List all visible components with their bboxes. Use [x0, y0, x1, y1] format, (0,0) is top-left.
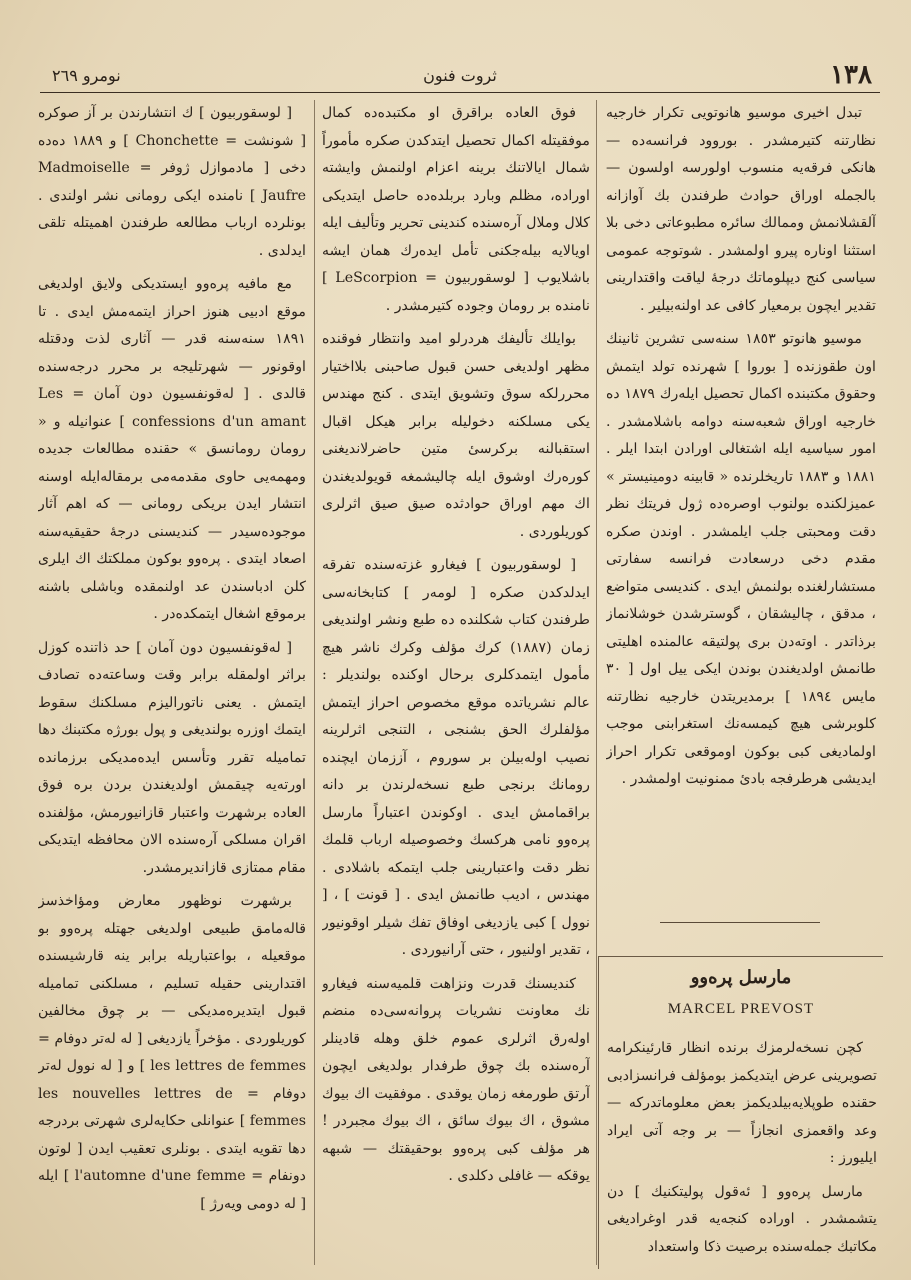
right-column	[606, 100, 876, 900]
right-paragraph-1: تبدل اخیری موسیو هانوتویی تکرار خارجیه نظارتنه کتیرمشدر . بوروود فرانسه‌ده — هانکی فرقه‌یه منسوب اولورسه اولسون — بالجمله اوراق حوادث طرفندن بك آوازانه آلقشلانمش وممالك سائره مطبوعاتی دخی بلا استثنا اوناره پیرو اولمشدر . شوتوجه عمومی سیاسی کنج دیپلوماتك درجهٔ لیاقت واقتدارینی تقدیر ایچون برمعیار کافی عد اولنه‌بیلیر .	[606, 105, 876, 314]
middle-paragraph-1: فوق العاده براقرق او مکتبده‌ده کمال موفقیتله اکمال تحصیل ایتدکدن صکره مأموراً شمال ایالاتنك برینه اعزام اولنمش وایشته اوراده، مظلم وبارد بربلده‌ده حاصل ایتدیکی کلال وملال آره‌سنده کندینی تحریر وتألیف ایله اویالایه بیله‌جکنی تأمل ایده‌رك همان ایشه باشلایوب [ لوسقوربیون = LeScorpion ] نامنده بر رومان وجوده کتیرمشدر .	[322, 105, 590, 314]
left-paragraph-1: [ لوسقوربیون ] ك انتشارندن بر آز صوکره [ شونشت = Chonchette ] و ١٨٨٩ ده‌ده دخی [ مادموازل ژوفر = Madmoiselle Jaufre ] نامنده ایکی رومانی نشر اولندی . بونلرده ارباب مطالعه طرفندن اهمیتله تلقی ایدلدی .	[38, 105, 306, 259]
article-body	[607, 1035, 877, 1265]
left-paragraph-3: [ لەقونفسیون دون آمان ] حد ذاتنده کوزل براثر اولمقله برابر وقت وساعته‌ده تصادف ایتمش . یعنی ناتورالیزم مسلکنك سقوط ایتمك اوزره بولندیغی و پول بورژه مکتبنك دها تمامیله تقرر وتأسس ایده‌مدیکی برزمانده اورته‌یه چیقمش اولدیغندن بردن بره فوق العاده برشهرت واعتبار قازانیورمش، مؤلفنده اقران مسلکی آره‌سنده الان محافظه ایتدیکی مقام ممتازی قازاندیرمشدر.	[38, 639, 306, 876]
article-paragraph-2: مارسل پره‌وو [ ئەقول پولیتکنیك ] دن یتشمشدر . اوراده کنجه‌یه قدر اوغرادیغی مکاتبك جمله‌سنده برصیت ذکا واستعداد	[607, 1183, 877, 1255]
left-paragraph-2: مع مافیه پره‌وو ایستدیکی ولایق اولدیغی موقع ادبیی هنوز احراز ایتمه‌مش ایدی . تا ١٨٩١ سنه‌سنه قدر — آثاری لذت ودقتله اوقونور — شهرتلیجه بر محرر درجه‌سنده قالدی . [ لەقونفسیون دون آمان = Les confessions d'un amant ] عنوانیله و « رومان رومانسق » حقنده مطالعات جدیده ومهمه‌یی حاوی مقدمه‌می برمقاله‌ایله اوسنه انتشار ایدن بریکی رومانی — که اهم آثار موجوده‌سیدر — کندیسنی درجهٔ حقیقیه‌سنه اصعاد ایتدی . پره‌وو بوکون مملکتك اك ایلری کلن ادباسندن عد اولنمقده وباشلی باشنه برموقع اشغال ایتمکده‌در .	[38, 276, 306, 622]
article-title: مارسل پره‌وو	[690, 967, 792, 988]
right-paragraph-2: موسیو هانوتو ١٨٥٣ سنه‌سی تشرین ثانینك اون طقوزنده [ بوروا ] شهرنده تولد ایتمش وحقوق مکتبنده اکمال تحصیل ایله‌رك ١٨٧٩ ده خارجیه اوراق شعبه‌سنه دوامه باشلامشدر . امور سیاسیه ایله اشتغالی اورادن ابتدا ایلر . ١٨٨١ و ١٨٨٣ تاریخلرنده « قابینه دومینیستر » عمیزلکنده بولنوب اوصره‌ده ژول فریتك نظر دقت ومحبتی جلب ایلمشدر . اوندن صکره مقدم دخی درسعادت فرانسه سفارتی مستشارلغنده بولنمش ایدی . کندیسی متواضع ، مدقق ، چالیشقان ، گوسترشدن خوشلانماز برذاتدر . اوتەدن بری پولتیقه عالمنده اهلیتی طانمش اولدیغندن بوندن ایکی ییل اول [ ٣٠ مایس ١٨٩٤ ] برمدیریتدن خارجیه نظارتنه کلوبرشی هیچ کیمسه‌نك استغرابنی موجب اولمادیغی کبی بوکون اوموقعی تکرار احراز ایدیشی هرطرفجه بادئ ممنونیت اولمشدر .	[606, 331, 876, 787]
marcel-prevost-article	[598, 956, 883, 1269]
middle-paragraph-2: بوایلك تألیفك هردرلو امید وانتظار فوقنده مظهر اولدیغی حسن قبول صاحبنی بلااختیار محررلکه سوق وتشویق ایتدی . کنج مهندس یکی مسلکنه دخولیله برابر هیکل اقبال استقبالنه برکرسیٔ متین حاضرلاندیغنی کوره‌رك اوشوق ایله چالیشمغه قویولدیغندن اك مهم اوراق حوادثده صیق صیق اثرلری کوریلوردی .	[322, 331, 590, 540]
journal-title: ثروت فنون	[423, 66, 497, 85]
article-title-latin: MARCEL PREVOST	[667, 1001, 815, 1017]
middle-column	[322, 100, 590, 1260]
middle-paragraph-3: [ لوسقوربیون ] فیغارو غزته‌سنده تفرقه ایدلدکدن صکره [ لومەر ] کتابخانه‌سی طرفندن کتاب شکلنده ده طبع ونشر اولندیغی زمان (١٨٨٧) کرك مؤلف وکرك ناشر هیچ مأمول ایتمدکلری برحال اوکنده بولندیلر : عالم نشریاتده موقع مخصوص احراز ایتمش مؤلفلرك الحق بشنجی ، التنجی اثرلرینه نصیب اوله‌بیلن بر سوروم ، آززمان ایچنده رومانك برنجی طبع نسخه‌لرندن بر دانه براقمامش ایدی . اوکوندن اعتباراً مارسل پره‌وو نامی هرکسك وخصوصیله ارباب قلمك نظر دقت واعتبارینی جلب ایتمکه باشلادی . مهندس ، ادیب طانمش ایدی . [ قونت ] ، [ نوول ] کبی یازدیغی اوفاق تفك شیلر اوقونیور ، تقدیر اولنیور ، حتی آرانیوردی .	[322, 557, 590, 958]
left-paragraph-4: برشهرت نوظهور معارض ومؤاخذسز قالەمامق طبیعی اولدیغی جهتله پره‌وو بو موقعیله ، بواعتباریله برابر ینه قارشیسنده اقتدارینی حقیله تسلیم ، مسلکنی تمامیله قبول ایتدیره‌مدیکی — بر چوق مخالفین کوریلوردی . مؤخراً یازدیغی [ له لەتر دوفام = les lettres de femmes ] و [ له نوول لەتر دوفام = les nouvelles lettres de femmes ] عنوانلی حکایه‌لری شهرتی بردرجه دها تقویه ایتدی . بونلری تعقیب ایدن [ لوتون دونفام = l'automne d'une femme ] ایله [ له دومی ویه‌رژ ]	[38, 893, 306, 1212]
column-divider-left	[314, 100, 315, 1265]
middle-paragraph-4: کندیسنك قدرت ونزاهت قلمیه‌سنه فیغارو نك معاونت نشریات پروانه‌سی‌ده منضم اوله‌رق اثرلری عموم خلق وهله قادینلر آره‌سنده بك چوق طرفدار بولدیغی ایچون آرتق طورمغه زمان یوقدی . موفقیت اك بیوك مشوق ، اك بیوك سائق ، اك بیوك مجبردر ! هر مؤلف کبی پره‌وو بوحقیقتك — شبهه یوقکه — غافلی دکلدی .	[322, 975, 590, 1184]
left-column	[38, 100, 306, 1260]
separator-rule	[660, 922, 820, 923]
issue-number: نومرو ٢٦٩	[52, 66, 121, 85]
column-divider-right	[596, 100, 597, 1265]
page-number: ١٣٨	[830, 60, 872, 90]
page-header	[40, 58, 880, 93]
article-paragraph-1: کچن نسخه‌لرمزك برنده انظار قارئینکرامه تصویرینی عرض ایتدیکمز بومؤلف فرانسزادبی حقنده طوپلایه‌بیلدیکمز بعض معلوماتدرکه — وعد واقعمزی انجازاً — بر وجه آتی ایراد ایلیورز :	[607, 1040, 877, 1166]
